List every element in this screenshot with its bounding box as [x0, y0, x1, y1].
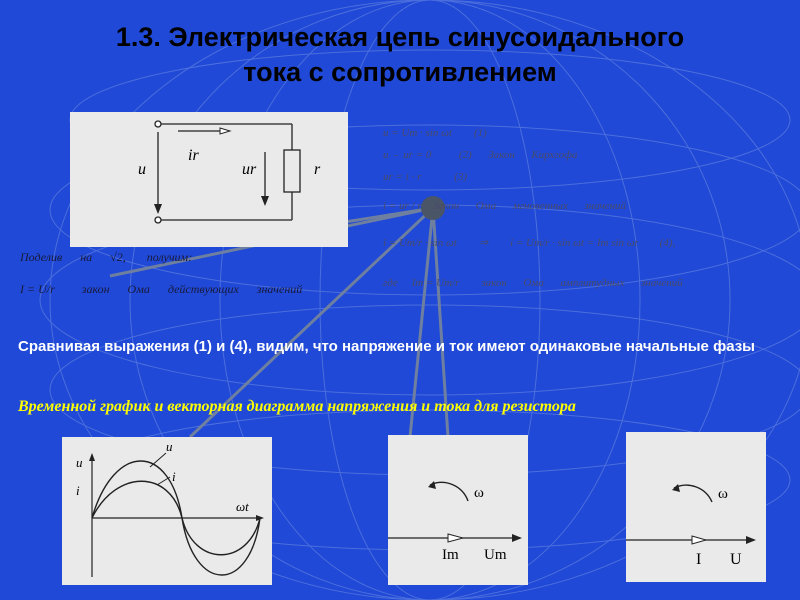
formula-6: где Im = Um/r закон Ома амплитудных значений: [383, 277, 683, 289]
vector-diagram-1: [388, 435, 528, 585]
voltage-label-um: Um: [484, 547, 507, 563]
circuit-label-r: r: [314, 161, 321, 178]
formula-2: u - ur = 0 (2) Закон Кирхгофа: [383, 149, 578, 161]
circuit-diagram: [70, 112, 348, 247]
formula-4: i = ur / r Закон Ома мгновенных значений: [383, 200, 627, 212]
formula-3: ur = i · r (3): [383, 171, 468, 183]
omega-label-1: ω: [474, 485, 484, 501]
formula-1: u = Um · sin ωt (1): [383, 127, 487, 139]
circuit-label-u: u: [138, 161, 146, 178]
formula-5: i = Um/r · sin ωt ⇒ i = Um/r · sin ωt = Im sin ωt (4),: [383, 237, 676, 249]
circuit-label-ur: ur: [242, 161, 257, 178]
circuit-label-ir: ir: [188, 147, 199, 164]
current-label-i: I: [696, 551, 702, 568]
u-curve-label: u: [166, 439, 173, 454]
current-label-im: Im: [442, 547, 459, 563]
formula-7: Поделив на √2, получим:: [20, 250, 193, 264]
i-axis-label: i: [76, 483, 80, 498]
u-axis-label: u: [76, 455, 83, 470]
formula-8: I = U/r закон Ома действующих значений: [20, 282, 303, 296]
t-axis-label: ωt: [236, 499, 249, 514]
vector-diagram-2: [626, 432, 766, 582]
graphs-subtitle: Временной график и векторная диаграмма напряжения и тока для резистора: [18, 398, 576, 415]
phase-statement: Сравнивая выражения (1) и (4), видим, что напряжение и ток имеют одинаковые начальные фазы: [18, 338, 755, 355]
i-curve-label: i: [172, 469, 176, 484]
slide-title: [0, 20, 800, 90]
time-graph: [62, 437, 272, 585]
title-line-2: тока с сопротивлением: [243, 57, 557, 87]
omega-label-2: ω: [718, 486, 728, 502]
title-line-1: 1.3. Электрическая цепь синусоидального: [115, 22, 685, 52]
voltage-label-u: U: [730, 551, 742, 568]
